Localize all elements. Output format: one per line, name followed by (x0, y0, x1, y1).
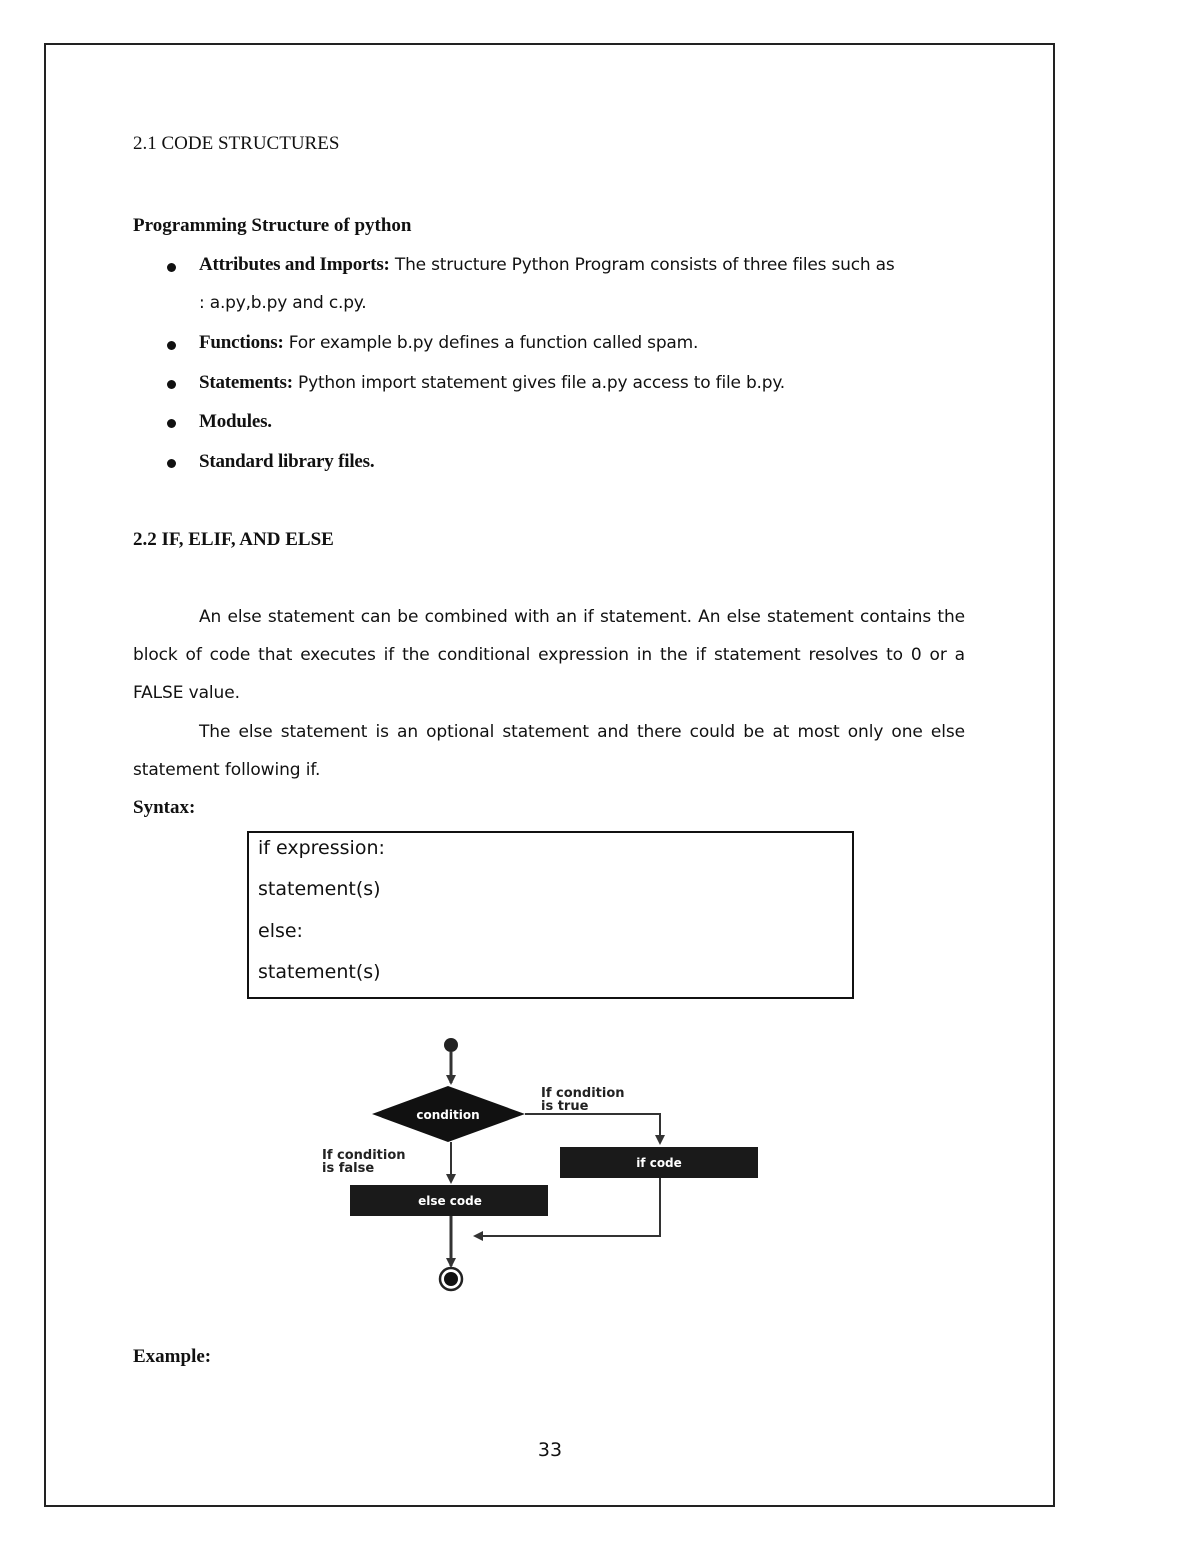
bullet-term: Functions: (199, 332, 284, 353)
if-code-label: if code (636, 1156, 682, 1170)
section-heading-if-elif-else: 2.2 IF, ELIF, AND ELSE (133, 529, 334, 550)
paragraph-optional-else: The else statement is an optional statement and there could be at most only one else statement following if. (133, 722, 965, 780)
page-number: 33 (537, 1439, 563, 1461)
true-label-line2: is true (541, 1099, 589, 1114)
bullet-term: Statements: (199, 372, 293, 393)
syntax-label: Syntax: (133, 797, 196, 818)
subheading-programming-structure: Programming Structure of python (133, 215, 412, 236)
syntax-line: if expression: (258, 837, 385, 859)
paragraph-else-statement: An else statement can be combined with an if statement. An else statement contains the block of code that executes if the conditional expression in the if statement resolves to 0 or a FALSE value. (133, 607, 965, 703)
end-node-core (444, 1272, 458, 1286)
if-else-flowchart (300, 1030, 780, 1300)
syntax-line: statement(s) (258, 878, 381, 900)
false-label-line1: If condition (322, 1148, 406, 1163)
condition-label: condition (416, 1108, 480, 1122)
bullet-term: Standard library files. (199, 451, 375, 472)
bullet-icon (167, 380, 176, 389)
bullet-desc: Python import statement gives file a.py access to file b.py. (292, 373, 785, 393)
bullet-desc: The structure Python Program consists of three files such as (389, 255, 895, 275)
true-label-line1: If condition (541, 1086, 625, 1101)
bullet-icon (167, 341, 176, 350)
bullet-term: Attributes and Imports: (199, 254, 390, 275)
false-label-line2: is false (322, 1161, 375, 1176)
syntax-line: else: (258, 920, 303, 942)
bullet-icon (167, 419, 176, 428)
bullet-icon (167, 263, 176, 272)
else-code-label: else code (418, 1194, 482, 1208)
syntax-line: statement(s) (258, 961, 381, 983)
section-heading-code-structures: 2.1 CODE STRUCTURES (133, 133, 340, 154)
bullet-continuation: : a.py,b.py and c.py. (199, 293, 367, 313)
syntax-code-box (247, 831, 854, 999)
bullet-desc: For example b.py defines a function called spam. (283, 333, 699, 353)
bullet-icon (167, 459, 176, 468)
example-label: Example: (133, 1346, 212, 1367)
true-branch-arrow (525, 1114, 660, 1143)
start-node (444, 1038, 458, 1052)
bullet-term: Modules. (199, 411, 272, 432)
